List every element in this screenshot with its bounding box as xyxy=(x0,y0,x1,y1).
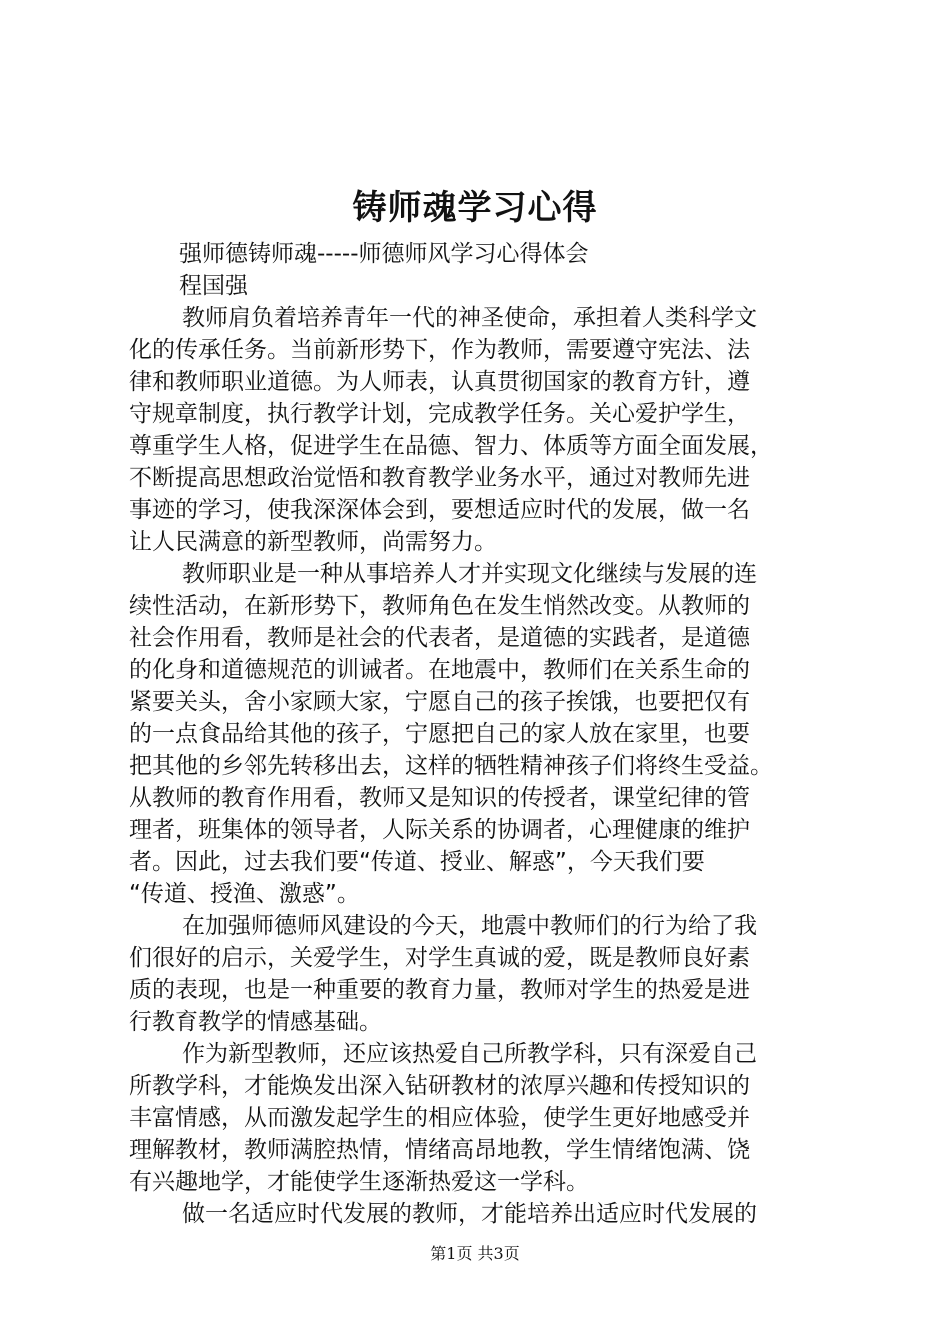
paragraph-line: 作为新型教师，还应该热爱自己所教学科，只有深爱自己 xyxy=(182,1041,757,1067)
document-body xyxy=(129,238,841,1230)
paragraph-line: 理解教材，教师满腔热情，情绪高昂地教，学生情绪饱满、饶 xyxy=(129,1137,750,1163)
paragraph-line: 律和教师职业道德。为人师表，认真贯彻国家的教育方针，遵 xyxy=(129,369,750,395)
paragraph-line: 做一名适应时代发展的教师，才能培养出适应时代发展的 xyxy=(182,1201,757,1227)
paragraph-line: “传道、授渔、激惑”。 xyxy=(129,881,360,907)
paragraph-line: 的一点食品给其他的孩子，宁愿把自己的家人放在家里，也要 xyxy=(129,721,750,747)
paragraph-2 xyxy=(129,558,841,910)
paragraph-line: 行教育教学的情感基础。 xyxy=(129,1009,382,1035)
paragraph-line: 者。因此，过去我们要“传道、授业、解惑”，今天我们要 xyxy=(129,849,705,875)
paragraph-line: 在加强师德师风建设的今天，地震中教师们的行为给了我 xyxy=(182,913,757,939)
paragraph-line: 从教师的教育作用看，教师又是知识的传授者，课堂纪律的管 xyxy=(129,785,750,811)
paragraph-3 xyxy=(129,910,841,1038)
paragraph-5 xyxy=(129,1198,841,1230)
paragraph-line: 有兴趣地学，才能使学生逐渐热爱这一学科。 xyxy=(129,1169,589,1195)
paragraph-line: 社会作用看，教师是社会的代表者，是道德的实践者，是道德 xyxy=(129,625,750,651)
paragraph-line: 质的表现，也是一种重要的教育力量，教师对学生的热爱是进 xyxy=(129,977,750,1003)
paragraph-line: 让人民满意的新型教师，尚需努力。 xyxy=(129,529,497,555)
paragraph-line: 事迹的学习，使我深深体会到，要想适应时代的发展，做一名 xyxy=(129,497,750,523)
paragraph-1 xyxy=(129,302,841,558)
paragraph-line: 续性活动，在新形势下，教师角色在发生悄然改变。从教师的 xyxy=(129,593,750,619)
paragraph-line: 尊重学生人格，促进学生在品德、智力、体质等方面全面发展， xyxy=(129,433,773,459)
paragraph-line: 守规章制度，执行教学计划，完成教学任务。关心爱护学生， xyxy=(129,401,750,427)
page-number: 第1页 共3页 xyxy=(430,1244,520,1263)
paragraph-line: 教师职业是一种从事培养人才并实现文化继续与发展的连 xyxy=(182,561,757,587)
paragraph-line: 理者，班集体的领导者，人际关系的协调者，心理健康的维护 xyxy=(129,817,750,843)
paragraph-line: 丰富情感，从而激发起学生的相应体验，使学生更好地感受并 xyxy=(129,1105,750,1131)
paragraph-line: 的化身和道德规范的训诫者。在地震中，教师们在关系生命的 xyxy=(129,657,750,683)
document-title: 铸师魂学习心得 xyxy=(352,188,598,228)
document-subtitle: 强师德铸师魂-----师德师风学习心得体会 xyxy=(179,241,589,267)
paragraph-line: 紧要关头，舍小家顾大家，宁愿自己的孩子挨饿，也要把仅有 xyxy=(129,689,750,715)
paragraph-line: 们很好的启示，关爱学生，对学生真诚的爱，既是教师良好素 xyxy=(129,945,750,971)
paragraph-line: 不断提高思想政治觉悟和教育教学业务水平，通过对教师先进 xyxy=(129,465,750,491)
paragraph-line: 教师肩负着培养青年一代的神圣使命，承担着人类科学文 xyxy=(182,305,757,331)
paragraph-line: 所教学科，才能焕发出深入钻研教材的浓厚兴趣和传授知识的 xyxy=(129,1073,750,1099)
paragraph-line: 把其他的乡邻先转移出去，这样的牺牲精神孩子们将终生受益。 xyxy=(129,753,773,779)
document-author: 程国强 xyxy=(179,273,248,299)
paragraph-line: 化的传承任务。当前新形势下，作为教师，需要遵守宪法、法 xyxy=(129,337,750,363)
paragraph-4 xyxy=(129,1038,841,1198)
